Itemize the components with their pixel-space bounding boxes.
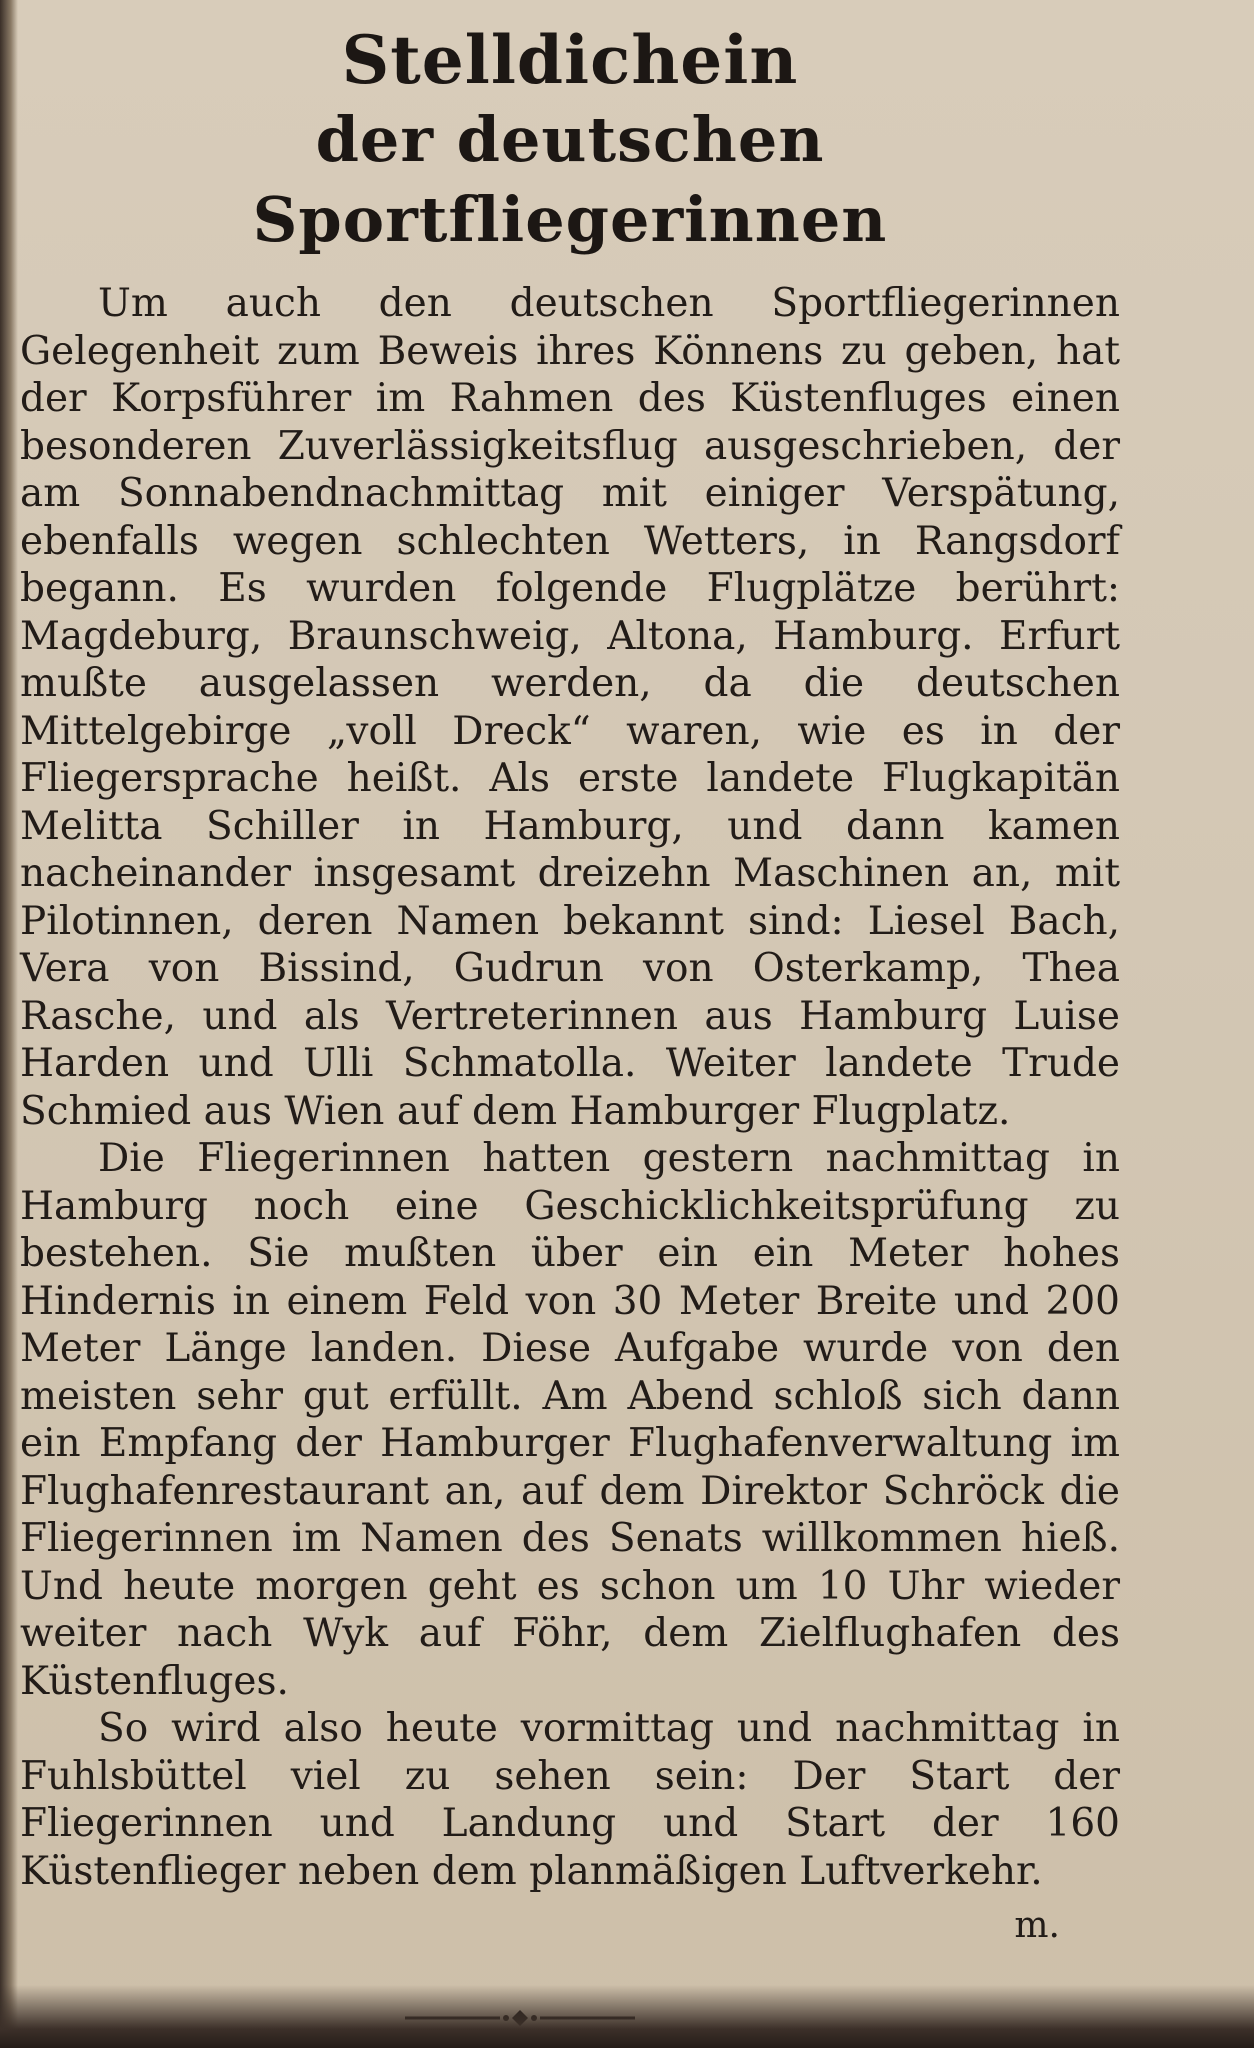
article-body: [20, 280, 1120, 1895]
newspaper-clipping: [20, 20, 1120, 1946]
headline-line-2: der deutschen Sportfliegerinnen: [252, 103, 888, 256]
bottom-edge-shadow: [0, 1985, 1254, 2048]
left-edge-shadow: [0, 0, 18, 2048]
author-signature: m.: [1014, 1905, 1060, 1946]
paragraph-1: Um auch den deutschen Sportfliegerinnen Gelegenheit zum Beweis ihres Könnens zu geben, hat der Korpsführer im Rahmen des Küstenfluges einen besonderen Zuverlässigkeitsflug ausgeschrieben, der am Sonnabendnachmittag mit einiger Verspätung, ebenfalls wegen schlechten Wetters, in Rangsdorf begann. Es wurden folgende Flugplätze berührt: Magdeburg, Braunschweig, Altona, Hamburg. Erfurt mußte ausgelassen werden, da die deutschen Mittelgebirge „voll Dreck“ waren, wie es in der Fliegersprache heißt. Als erste landete Flugkapitän Melitta Schiller in Hamburg, und dann kamen nacheinander insgesamt dreizehn Maschinen an, mit Pilotinnen, deren Namen bekannt sind: Liesel Bach, Vera von Bissind, Gudrun von Osterkamp, Thea Rasche, und als Vertreterinnen aus Hamburg Luise Harden und Ulli Schmatolla. Weiter landete Trude Schmied aus Wien auf dem Hamburger Flugplatz.: [20, 281, 1120, 1134]
headline-line-1: Stelldichein: [341, 21, 799, 99]
paragraph-2: Die Fliegerinnen hatten gestern nachmittag in Hamburg noch eine Geschicklichkeitsprüfung zu bestehen. Sie mußten über ein ein Meter hohes Hindernis in einem Feld von 30 Meter Breite und 200 Meter Länge landen. Diese Aufgabe wurde von den meisten sehr gut erfüllt. Am Abend schloß sich dann ein Empfang der Hamburger Flughafenverwaltung im Flughafenrestaurant an, auf dem Direktor Schröck die Fliegerinnen im Namen des Senats willkommen hieß. Und heute morgen geht es schon um 10 Uhr wieder weiter nach Wyk auf Föhr, dem Zielflughafen des Küstenfluges.: [20, 1136, 1120, 1704]
paragraph-3: So wird also heute vormittag und nachmittag in Fuhlsbüttel viel zu sehen sein: Der Start der Fliegerinnen und Landung und Start der 160 Küstenflieger neben dem planmäßigen Luftverkehr.: [20, 1706, 1120, 1894]
